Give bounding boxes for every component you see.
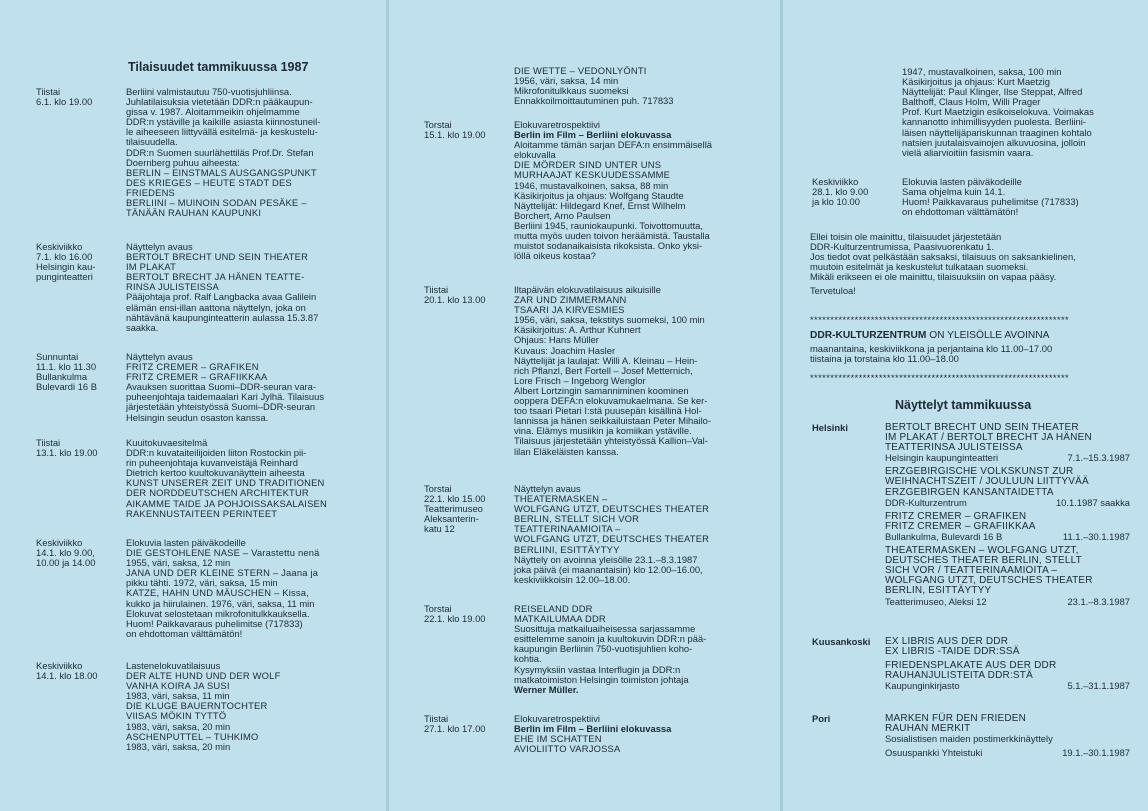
event-text-line: läisen näyttelijäpariskunnan traaginen kohtalo bbox=[902, 126, 1092, 138]
event-when-line: 20.1. klo 13.00 bbox=[424, 294, 486, 306]
event-block bbox=[424, 66, 769, 106]
event-when-line: 27.1. klo 17.00 bbox=[424, 723, 486, 735]
exhibit-title-line: THEATERMASKEN – WOLFGANG UTZT, bbox=[885, 545, 1079, 557]
event-text-line: Näyttelyn avaus bbox=[126, 351, 193, 362]
event-text-line: pikku tähti. 1972, väri, saksa, 15 min bbox=[126, 577, 278, 589]
event-heading-line: WOLFGANG UTZT, DEUTSCHES THEATER bbox=[514, 503, 710, 515]
exhibit-title-line: WOLFGANG UTZT, DEUTSCHES THEATER bbox=[885, 575, 1093, 587]
notice-line: Mikäli erikseen ei ole mainittu, tilaisuuksiin on vapaa pääsy. bbox=[810, 271, 1057, 283]
exhibit-place: Teatterimuseo, Aleksi 12 bbox=[885, 595, 987, 607]
event-text-line: 1946, mustavalkoinen, saksa, 88 min bbox=[514, 179, 669, 191]
event-text-line: Kuuitokuvaesitelmä bbox=[126, 437, 208, 448]
event-text-line: Doernberg puhuu aiheesta: bbox=[126, 156, 240, 168]
event-description bbox=[126, 661, 376, 752]
event-when-line: punginteatteri bbox=[36, 271, 93, 283]
event-block bbox=[424, 604, 769, 695]
exhibit-title-line: TEATTERINSA JULISTEISSA bbox=[885, 442, 1023, 454]
exhibit-title-line: BERTOLT BRECHT UND SEIN THEATER bbox=[885, 422, 1079, 433]
event-when-line: Torstai bbox=[424, 483, 452, 494]
event-when-line: Torstai bbox=[424, 603, 452, 614]
exhibit-item bbox=[885, 748, 1130, 758]
event-date-time bbox=[36, 438, 126, 519]
kz-head-rest: ON YLEISÖLLE AVOINNA bbox=[926, 330, 1050, 341]
event-date-time bbox=[424, 120, 514, 261]
exhibit-place-date bbox=[885, 748, 1130, 758]
event-text-line: kohtia. bbox=[514, 653, 542, 665]
event-heading-line: RINSA JULISTEISSA bbox=[126, 281, 220, 293]
event-text-line: Iltapäivän elokuvatilaisuus aikuisille bbox=[514, 284, 661, 295]
event-text-line: kaupungin Berliinin 750-vuotisjuhlien koho- bbox=[514, 643, 693, 655]
event-when-line: Tiistai bbox=[424, 284, 449, 295]
event-block bbox=[424, 484, 769, 585]
event-text-line: Näyttelijät ja laulajat: Willi A. Kleinau – Hein- bbox=[514, 354, 698, 366]
event-text-line: kukko ja hiirulainen. 1976, väri, saksa, 11 min bbox=[126, 597, 315, 609]
event-text-line: puheenjohtaja taidemaalari Kari Jylhä. Tilaisuus bbox=[126, 391, 325, 403]
event-text-line: joka päivä (ei maanantaisin) klo 12.00–16.00, bbox=[514, 563, 703, 575]
event-when-line: 7.1. klo 16.00 bbox=[36, 251, 93, 263]
event-text-line: Sama ohjelma kuin 14.1. bbox=[902, 186, 1006, 198]
exhibits-title: Näyttelyt tammikuussa bbox=[895, 398, 1032, 412]
exhibit-place-date bbox=[885, 734, 1130, 744]
exhibit-place-date bbox=[885, 532, 1130, 542]
event-heading-line: DER ALTE HUND UND DER WOLF bbox=[126, 670, 281, 682]
event-text-line: rin puheenjohtaja kuvanveistäjä Reinhard bbox=[126, 457, 298, 469]
event-text-line: natsien juutalaisvainojen alkuvuosina, jolloin bbox=[902, 136, 1086, 148]
event-description bbox=[126, 438, 376, 519]
event-when-line: Helsingin kau- bbox=[36, 261, 96, 273]
event-description bbox=[514, 66, 769, 106]
event-heading-line: IM PLAKAT bbox=[126, 261, 177, 273]
event-text-line: vina. Elämys musiikin ja komiikan ystäville. bbox=[514, 425, 692, 437]
event-text-line: 1983, väri, saksa, 20 min bbox=[126, 740, 231, 752]
kz-line-2: tiistaina ja torstaina klo 11.00–18.00 bbox=[810, 353, 959, 365]
event-description bbox=[902, 177, 1137, 217]
fold-line-right bbox=[780, 0, 783, 811]
event-text-line: Käsikirjoitus ja ohjaus: Wolfgang Staudte bbox=[514, 189, 684, 201]
event-text-line: Kuvaus: Joachim Hasler bbox=[514, 344, 616, 356]
exhibit-item bbox=[885, 512, 1130, 542]
star-divider-top: **************************************************************** bbox=[810, 314, 1070, 325]
exhibit-city-group bbox=[812, 714, 1130, 762]
event-block bbox=[36, 438, 376, 519]
event-text-line: Avauksen suorittaa Suomi–DDR-seuran vara- bbox=[126, 381, 317, 393]
event-text-line: Borchert, Arno Paulsen bbox=[514, 209, 611, 221]
event-heading-line: EHE IM SCHATTEN bbox=[514, 733, 602, 745]
exhibit-title-line: ERZGEBIRGISCHE VOLKSKUNST ZUR bbox=[885, 466, 1074, 478]
event-date-time bbox=[36, 661, 126, 752]
event-text-line: Helsingin seudun osaston kanssa. bbox=[126, 411, 269, 423]
event-text-line: Aloitamme tämän sarjan DEFA:n ensimmäisellä bbox=[514, 139, 712, 151]
event-when-line: 14.1. klo 9.00, bbox=[36, 547, 95, 559]
event-text-line: 1947, mustavalkoinen, saksa, 100 min bbox=[902, 66, 1062, 77]
event-text-line: DDR:n Suomen suurlähettiläs Prof.Dr. Stefan bbox=[126, 146, 314, 158]
exhibit-title-line: WEIHNACHTSZEIT / JOULUUN LIITTYVÄÄ bbox=[885, 476, 1089, 488]
event-text-line: Lore Frisch – Ingeborg Wenglor bbox=[514, 374, 646, 386]
event-date-time bbox=[424, 66, 514, 106]
exhibit-item bbox=[885, 546, 1130, 607]
event-heading-line: DER NORDDEUTSCHEN ARCHITEKTUR bbox=[126, 487, 309, 499]
event-when-line: Aleksanterin- bbox=[424, 513, 479, 525]
exhibit-date: 10.1.1987 saakka bbox=[1055, 496, 1130, 508]
event-when-line: 15.1. klo 19.00 bbox=[424, 129, 486, 141]
event-text-line: elämän ensi-illan aattona näyttelyn, joka on bbox=[126, 301, 306, 313]
event-heading-line: TSAARI JA KIRVESMIES bbox=[514, 304, 625, 316]
event-text-line: saakka. bbox=[126, 321, 159, 333]
event-date-time bbox=[36, 538, 126, 639]
event-text-line: le aiheeseen liittyvällä esitelmä- ja keskustelu- bbox=[126, 126, 318, 138]
event-text-line: DDR:n ystäville ja kaikille asiasta kiinnostuneil- bbox=[126, 116, 321, 128]
exhibit-title-line: MARKEN FÜR DEN FRIEDEN bbox=[885, 713, 1027, 724]
event-when-line: 11.1. klo 11.30 bbox=[36, 361, 97, 373]
event-text-line: Näyttelyn avaus bbox=[514, 483, 581, 494]
event-text-line: vielä aliarvioitiin fasismin vaara. bbox=[902, 146, 1034, 158]
exhibit-title-line: EX LIBRIS AUS DER DDR bbox=[885, 636, 1009, 647]
page-title: Tilaisuudet tammikuussa 1987 bbox=[128, 60, 309, 74]
exhibit-place-date bbox=[885, 681, 1130, 691]
event-heading-line: AIKAMME TAIDE JA POHJOISSAKSALAISEN bbox=[126, 497, 327, 509]
event-text-line: järjestetään yhteistyössä Suomi–DDR-seuran bbox=[126, 401, 316, 413]
event-text-line: nähtävänä kaupunginteatterin aulassa 15.3.87 bbox=[126, 311, 319, 323]
event-date-time bbox=[424, 484, 514, 585]
event-when-line: 22.1. klo 15.00 bbox=[424, 493, 486, 505]
event-text-line: on ehdottoman välttämätön! bbox=[902, 206, 1019, 218]
event-text-line: esittelemme sanoin ja kuultokuvin DDR:n pää- bbox=[514, 633, 707, 645]
event-text-line: Juhlatilaisuksia vietetään DDR:n pääkaupun- bbox=[126, 96, 313, 108]
event-when-line: 6.1. klo 19.00 bbox=[36, 96, 93, 108]
event-heading-line: BERTOLT BRECHT UND SEIN THEATER bbox=[126, 251, 309, 263]
exhibit-date: 7.1.–15.3.1987 bbox=[1067, 452, 1130, 464]
kz-head-bold: DDR-KULTURZENTRUM bbox=[810, 330, 927, 341]
event-heading-line: DIE MÖRDER SIND UNTER UNS bbox=[514, 159, 662, 171]
notice-line: DDR-Kulturzentrumissa, Paasivuorenkatu 1. bbox=[810, 241, 994, 253]
event-block bbox=[36, 538, 376, 639]
event-block bbox=[812, 177, 1137, 217]
event-block bbox=[424, 285, 769, 457]
event-when-line: 13.1. klo 19.00 bbox=[36, 447, 98, 459]
event-text-line: lilan Eläkeläisten kanssa. bbox=[514, 445, 619, 457]
event-heading-line: BERLIN, STELLT SICH VOR bbox=[514, 513, 640, 525]
welcome-text: Tervetuloa! bbox=[810, 285, 856, 297]
exhibit-title-line: ERZGEBIRGEN KANSANTAIDETTA bbox=[885, 486, 1054, 498]
event-description bbox=[126, 538, 376, 639]
event-block bbox=[36, 242, 376, 333]
event-when-line: Keskiviikko bbox=[36, 241, 83, 252]
event-when-line: Tiistai bbox=[424, 713, 449, 724]
event-text-line: gissa v. 1987. Aloitammeikin ohjelmamme bbox=[126, 106, 300, 118]
event-heading-line: RAKENNUSTAITEEN PERINTEET bbox=[126, 507, 278, 519]
notice-line: Ellei toisin ole mainittu, tilaisuudet järjestetään bbox=[810, 231, 1002, 242]
exhibit-place: Kaupunginkirjasto bbox=[885, 680, 960, 692]
exhibit-item bbox=[885, 714, 1130, 744]
exhibit-title-line: FRITZ CREMER – GRAFIKEN bbox=[885, 510, 1027, 522]
event-heading-line: BERLIINI, ESITTÄYTYY bbox=[514, 543, 620, 555]
event-when-line: Teatterimuseo bbox=[424, 503, 483, 515]
event-block bbox=[36, 352, 376, 423]
exhibit-item bbox=[885, 423, 1130, 463]
event-text-line: 1956, väri, saksa, 14 min bbox=[514, 75, 619, 87]
exhibit-item bbox=[885, 661, 1130, 691]
exhibit-place: DDR-Kulturzentrum bbox=[885, 496, 967, 508]
event-block bbox=[424, 120, 769, 261]
event-text-line: Werner Müller. bbox=[514, 683, 579, 695]
event-heading-line: FRITZ CREMER – GRAFIKEN bbox=[126, 361, 259, 373]
exhibit-place-date bbox=[885, 597, 1130, 607]
exhibit-items bbox=[885, 423, 1130, 611]
event-text-line: Elokuvaretrospektiivi bbox=[514, 713, 600, 724]
event-text-line: 1956, väri, saksa, tekstitys suomeksi, 100 min bbox=[514, 314, 705, 326]
event-heading-line: REISELAND DDR bbox=[514, 603, 593, 614]
event-text-line: elokuvalla bbox=[514, 149, 556, 161]
event-when-line: katu 12 bbox=[424, 523, 455, 535]
event-heading-line: FRIEDENS bbox=[126, 186, 176, 198]
event-text-line: Suosittuja matkailuaiheisessa sarjassamme bbox=[514, 623, 696, 635]
exhibit-place: Osuuspankki Yhteistuki bbox=[885, 747, 983, 759]
exhibit-title-line: FRITZ CREMER – GRAFIIKKAA bbox=[885, 520, 1036, 532]
event-heading-line: WOLFGANG UTZT, DEUTSCHES THEATER bbox=[514, 533, 710, 545]
event-when-line: Torstai bbox=[424, 119, 452, 130]
event-heading-line: KATZE, HAHN UND MÄUSCHEN – Kissa, bbox=[126, 587, 310, 599]
event-date-time bbox=[812, 67, 902, 158]
event-text-line: Näyttelijät: Paul Klinger, Ilse Steppat, Alfred bbox=[902, 86, 1083, 98]
event-text-line: Käsikirjoitus ja ohjaus: Kurt Maetzig bbox=[902, 76, 1050, 88]
exhibit-date: 5.1.–31.1.1987 bbox=[1067, 680, 1130, 692]
event-heading-line: MATKAILUMAA DDR bbox=[514, 613, 606, 625]
event-block bbox=[36, 87, 376, 218]
event-text-line: Albert Lortzingin samanniminen koominen bbox=[514, 384, 689, 396]
event-text-line: Berlin im Film – Berliini elokuvassa bbox=[514, 129, 672, 141]
event-date-time bbox=[424, 714, 514, 754]
event-heading-line: AVIOLIITTO VARJOSSA bbox=[514, 743, 621, 755]
notice-line: muutoin esitelmät ja keskustelut tulkataan suomeksi. bbox=[810, 261, 1029, 273]
exhibit-city: Helsinki bbox=[812, 422, 848, 433]
event-when-line: Tiistai bbox=[36, 86, 61, 97]
event-text-line: Berlin im Film – Berliini elokuvassa bbox=[514, 723, 672, 735]
exhibit-items bbox=[885, 637, 1130, 695]
exhibit-date: 19.1.–30.1.1987 bbox=[1062, 747, 1130, 759]
event-when-line: Bulevardi 16 B bbox=[36, 381, 97, 393]
event-when-line: Keskiviikko bbox=[36, 660, 83, 671]
event-block bbox=[812, 67, 1137, 158]
event-heading-line: ASCHENPUTTEL – TUHKIMO bbox=[126, 730, 259, 742]
event-text-line: Berliini valmistautuu 750-vuotisjuhliinsa. bbox=[126, 86, 292, 97]
event-when-line: 22.1. klo 19.00 bbox=[424, 613, 486, 625]
exhibit-title-line: SICH VOR / TEATTERINAAMIOITA – bbox=[885, 565, 1058, 577]
exhibit-date: 23.1.–8.3.1987 bbox=[1067, 595, 1130, 607]
event-text-line: kannanotto inhimillisyyden puolesta. Berliini- bbox=[902, 116, 1086, 128]
event-heading-line: JANA UND DER KLEINE STERN – Jaana ja bbox=[126, 567, 319, 579]
event-block bbox=[424, 714, 769, 754]
event-text-line: Elokuvat selostetaan mikrofonitulkkauksella. bbox=[126, 607, 310, 619]
exhibit-city-group bbox=[812, 637, 1130, 695]
event-text-line: Ennakkoilmoittautuminen puh. 717833 bbox=[514, 95, 674, 107]
event-text-line: Näyttely on avoinna yleisölle 23.1.–8.3.1987 bbox=[514, 553, 698, 565]
event-text-line: DDR:n kuvataiteilijoiden liiton Rostockin pii- bbox=[126, 447, 307, 459]
event-text-line: ooppera DEFA:n elokuvamukaelmana. Se ker- bbox=[514, 395, 708, 407]
event-heading-line: ZAR UND ZIMMERMANN bbox=[514, 294, 627, 306]
event-date-time bbox=[812, 177, 902, 217]
event-description bbox=[514, 285, 769, 457]
event-text-line: Huom! Paikkavaraus puhelimitse (717833) bbox=[126, 617, 303, 629]
event-date-time bbox=[36, 242, 126, 333]
event-text-line: muistot sodanaikaisista rikoksista. Onko yksi- bbox=[514, 240, 703, 252]
event-text-line: 1955, väri, saksa, 12 min bbox=[126, 557, 231, 569]
event-text-line: tilaisuudella. bbox=[126, 136, 178, 148]
event-heading-line: DIE WETTE – VEDONLYÖNTI bbox=[514, 65, 647, 76]
event-date-time bbox=[424, 285, 514, 457]
event-text-line: Ohjaus: Hans Müller bbox=[514, 334, 599, 346]
event-heading-line: BERLIN – EINSTMALS AUSGANGSPUNKT bbox=[126, 166, 317, 178]
star-divider-bottom: **************************************************************** bbox=[810, 372, 1070, 383]
event-heading-line: VANHA KOIRA JA SUSI bbox=[126, 680, 230, 692]
event-text-line: keskiviikkoisin 12.00–18.00. bbox=[514, 573, 631, 585]
kulturzentrum-hours bbox=[810, 331, 1052, 364]
event-description bbox=[126, 352, 376, 423]
general-notice bbox=[810, 232, 1076, 297]
event-text-line: Näyttelyn avaus bbox=[126, 241, 193, 252]
event-text-line: Dietrich kertoo kuultokuvanäyttein aiheesta bbox=[126, 467, 305, 479]
exhibit-item bbox=[885, 637, 1130, 657]
exhibit-title-line: IM PLAKAT / BERTOLT BRECHT JA HÄNEN bbox=[885, 432, 1092, 444]
event-when-line: Sunnuntai bbox=[36, 351, 79, 362]
event-text-line: löllä oikeus kostaa? bbox=[514, 250, 596, 262]
event-heading-line: TÄNÄÄN RAUHAN KAUPUNKI bbox=[126, 207, 262, 219]
event-when-line: 14.1. klo 18.00 bbox=[36, 670, 98, 682]
exhibit-place-date bbox=[885, 498, 1130, 508]
event-when-line: Keskiviikko bbox=[36, 537, 83, 548]
exhibit-city-group bbox=[812, 423, 1130, 611]
event-heading-line: BERTOLT BRECHT JA HÄNEN TEATTE- bbox=[126, 271, 305, 283]
event-description bbox=[514, 714, 769, 754]
exhibit-title-line: DEUTSCHES THEATER BERLIN, STELLT bbox=[885, 555, 1082, 567]
event-date-time bbox=[36, 352, 126, 423]
event-text-line: Huom! Paikkavaraus puhelimitse (717833) bbox=[902, 196, 1079, 208]
event-heading-line: TEATTERINAAMIOITA – bbox=[514, 523, 621, 535]
event-text-line: Tilaisuus järjestetään yhteistyössä Kallion–Val- bbox=[514, 435, 708, 447]
event-description bbox=[514, 604, 769, 695]
event-heading-line: MURHAAJAT KESKUUDESSAMME bbox=[514, 169, 671, 181]
event-text-line: Näyttelijät: Hildegard Knef, Ernst Wilhelm bbox=[514, 199, 686, 211]
event-description bbox=[514, 120, 769, 261]
event-text-line: too tsaari Pietari I:stä puusepän kisällinä Hol- bbox=[514, 405, 702, 417]
exhibit-date: 11.1.–30.1.1987 bbox=[1062, 530, 1130, 542]
event-text-line: mutta myös uuden toivon heräämistä. Taustalla bbox=[514, 230, 710, 242]
event-heading-line: DES KRIEGES – HEUTE STADT DES bbox=[126, 176, 292, 188]
event-text-line: matkatoimiston Helsingin toimiston johtaja bbox=[514, 673, 689, 685]
exhibit-place-date bbox=[885, 453, 1130, 463]
event-heading-line: DIE GESTOHLENE NASE – Varastettu nenä bbox=[126, 547, 320, 559]
exhibit-place: Sosialistisen maiden postimerkkinäyttely bbox=[885, 733, 1053, 745]
event-when-line: 28.1. klo 9.00 bbox=[812, 186, 869, 198]
kz-line-1: maanantaina, keskiviikkona ja perjantaina klo 11.00–17.00 bbox=[810, 343, 1053, 355]
exhibit-items bbox=[885, 714, 1130, 762]
event-heading-line: FRITZ CREMER – GRAFIIKKAA bbox=[126, 371, 268, 383]
event-when-line: 10.00 ja 14.00 bbox=[36, 557, 96, 569]
event-heading-line: THEATERMASKEN – bbox=[514, 493, 608, 505]
event-description bbox=[126, 87, 376, 218]
event-text-line: Kysymyksiin vastaa Interflugin ja DDR:n bbox=[514, 663, 681, 675]
exhibit-title-line: BERLIN, ESITTÄYTYY bbox=[885, 585, 992, 597]
exhibit-place: Bullankulma, Bulevardi 16 B bbox=[885, 530, 1003, 542]
event-heading-line: BERLIINI – MUINOIN SODAN PESÄKE – bbox=[126, 197, 307, 209]
exhibit-place: Helsingin kaupunginteatteri bbox=[885, 452, 999, 464]
event-text-line: Balthoff, Claus Holm, Willi Prager bbox=[902, 96, 1041, 108]
event-heading-line: VIISAS MÖKIN TYTTÖ bbox=[126, 710, 227, 722]
event-heading-line: DIE KLUGE BAUERNTOCHTER bbox=[126, 700, 268, 712]
event-description bbox=[514, 484, 769, 585]
exhibit-city: Pori bbox=[812, 713, 831, 724]
exhibit-title-line: RAUHANJULISTEITA DDR:STÄ bbox=[885, 670, 1033, 682]
event-text-line: Elokuvaretrospektiivi bbox=[514, 119, 600, 130]
event-text-line: Lastenelokuvatilaisuus bbox=[126, 660, 221, 671]
event-text-line: rich Pflanzl, Bert Fortell – Josef Metternich, bbox=[514, 364, 693, 376]
fold-line-left bbox=[386, 0, 389, 811]
event-text-line: 1983, väri, saksa, 20 min bbox=[126, 720, 231, 732]
exhibit-item bbox=[885, 467, 1130, 507]
event-description bbox=[902, 67, 1137, 158]
event-date-time bbox=[36, 87, 126, 218]
event-text-line: Käsikirjoitus: A. Arthur Kuhnert bbox=[514, 324, 641, 336]
event-text-line: Elokuvia lasten päiväkodeille bbox=[902, 176, 1022, 187]
exhibit-city: Kuusankoski bbox=[812, 636, 871, 647]
event-block bbox=[36, 661, 376, 752]
exhibit-title-line: FRIEDENSPLAKATE AUS DER DDR bbox=[885, 660, 1057, 672]
event-text-line: lannissa ja hänen seikkailuistaan Peter Mihailo- bbox=[514, 415, 711, 427]
event-when-line: Keskiviikko bbox=[812, 176, 859, 187]
event-text-line: 1983, väri, saksa, 11 min bbox=[126, 690, 230, 702]
event-when-line: Bullankulma bbox=[36, 371, 88, 383]
event-when-line: Tiistai bbox=[36, 437, 61, 448]
exhibit-title-line: RAUHAN MERKIT bbox=[885, 723, 971, 735]
exhibit-title-line: EX LIBRIS -TAIDE DDR:SSÄ bbox=[885, 646, 1020, 658]
event-text-line: on ehdottoman välttämätön! bbox=[126, 627, 243, 639]
notice-line: Jos tiedot ovat pelkästään saksaksi, tilaisuus on saksankielinen, bbox=[810, 251, 1076, 263]
event-text-line: Berliini 1945, rauniokaupunki. Toivottomuutta, bbox=[514, 219, 704, 231]
event-text-line: Prof. Kurt Maetzigin esikoiselokuva. Voimakas bbox=[902, 106, 1094, 118]
event-heading-line: KUNST UNSERER ZEIT UND TRADITIONEN bbox=[126, 477, 325, 489]
event-description bbox=[126, 242, 376, 333]
event-text-line: Pääjohtaja prof. Ralf Langbacka avaa Galilein bbox=[126, 291, 317, 303]
event-when-line: ja klo 10.00 bbox=[812, 196, 860, 208]
event-text-line: Elokuvia lasten päiväkodeille bbox=[126, 537, 246, 548]
event-text-line: Mikrofonitulkkaus suomeksi bbox=[514, 85, 629, 97]
event-date-time bbox=[424, 604, 514, 695]
